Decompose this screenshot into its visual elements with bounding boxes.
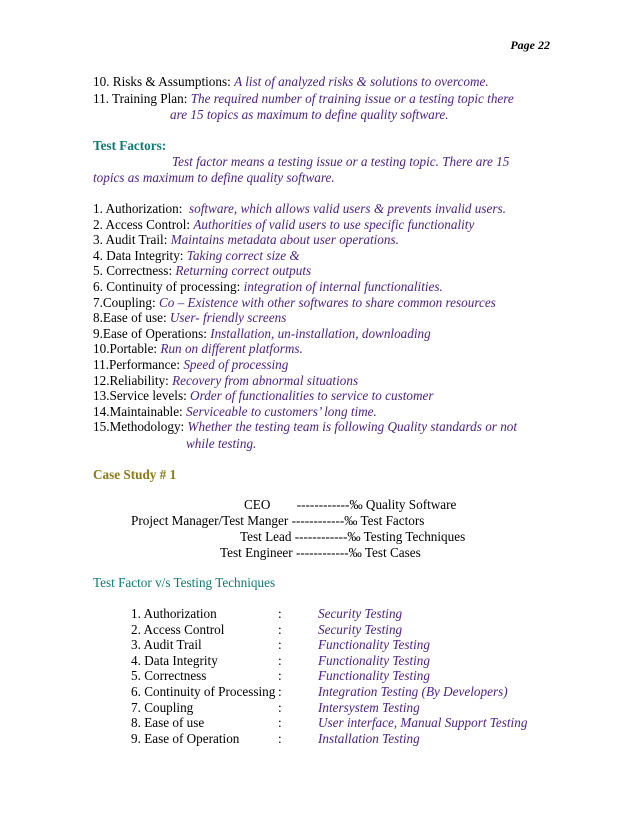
test-factors-para-2: topics as maximum to define quality software. <box>93 170 335 185</box>
factor-label: 15.Methodology: <box>93 419 188 435</box>
technique-row <box>131 668 430 683</box>
factor-line <box>93 263 311 278</box>
factor-name: 9. Ease of Operation <box>131 730 240 746</box>
separator: : <box>278 652 282 668</box>
separator: : <box>278 606 282 621</box>
training-label: 11. Training Plan: <box>93 91 191 106</box>
technique-name: Intersystem Testing <box>318 699 420 715</box>
technique-row <box>131 606 402 621</box>
technique-name: Security Testing <box>318 606 403 621</box>
factor-desc: Speed of processing <box>183 357 289 372</box>
technique-row <box>131 731 420 746</box>
technique-name: Functionality Testing <box>318 652 430 668</box>
technique-name: Security Testing <box>318 621 403 637</box>
technique-name: Functionality Testing <box>318 668 430 684</box>
separator: : <box>278 699 282 715</box>
case-study-heading: Case Study # 1 <box>93 467 177 482</box>
factor-desc: integration of internal functionalities. <box>243 279 443 294</box>
training-line <box>93 91 514 106</box>
mapping-engineer: Test Engineer ------------‰ Test Cases <box>220 545 421 560</box>
separator: : <box>278 621 282 637</box>
factor-name: 2. Access Control <box>131 621 225 637</box>
technique-row <box>131 715 527 730</box>
factor-label: 14.Maintainable: <box>93 403 187 419</box>
factor-desc: Whether the testing team is following Quality standards or not <box>187 419 518 435</box>
factor-line <box>93 419 517 434</box>
separator: : <box>278 637 282 653</box>
factor-line <box>93 341 303 356</box>
risks-desc: A list of analyzed risks & solutions to overcome. <box>234 74 489 89</box>
separator: : <box>278 730 282 746</box>
factor-label: 3. Audit Trail: <box>93 232 171 248</box>
factor-label: 7.Coupling: <box>93 294 159 310</box>
factor-desc: Recovery from abnormal situations <box>172 372 359 388</box>
mapping-lead: Test Lead ------------‰ Testing Techniques <box>240 529 466 544</box>
separator: : <box>278 715 282 731</box>
factor-name: 6. Continuity of Processing <box>131 684 276 699</box>
factor-label: 5. Correctness: <box>93 263 176 279</box>
factor-line <box>93 326 431 341</box>
training-desc: The required number of training issue or a testing topic there <box>190 91 514 106</box>
factor-desc: Maintains metadata about user operations. <box>170 232 399 248</box>
separator: : <box>278 684 282 699</box>
factor-desc: User- friendly screens <box>169 310 287 326</box>
factor-name: 3. Audit Trail <box>131 637 202 653</box>
technique-row <box>131 637 430 652</box>
factor-name: 4. Data Integrity <box>131 652 218 668</box>
factor-desc: Run on different platforms. <box>160 341 303 357</box>
mapping-ceo: CEO ------------‰ Quality Software <box>244 497 457 512</box>
factor-label: 1. Authorization: <box>93 201 189 216</box>
factor-name: 7. Coupling <box>131 699 194 715</box>
technique-name: User interface, Manual Support Testing <box>318 715 528 731</box>
factor-label: 4. Data Integrity: <box>93 247 187 263</box>
technique-row <box>131 684 508 699</box>
factor-label: 10.Portable: <box>93 341 161 357</box>
factor-desc: Taking correct size & <box>186 247 300 263</box>
factor-label: 13.Service levels: <box>93 388 191 404</box>
factor-line <box>93 388 434 403</box>
technique-name: Functionality Testing <box>318 637 430 653</box>
factor-name: 8. Ease of use <box>131 715 205 731</box>
factor-line <box>93 201 506 216</box>
technique-row <box>131 700 420 715</box>
factor-desc: Authorities of valid users to use specific functionality <box>193 216 475 232</box>
factor-desc: Serviceable to customers’ long time. <box>186 403 377 419</box>
factor-label: 9.Ease of Operations: <box>93 325 211 341</box>
factor-label: 2. Access Control: <box>93 216 194 232</box>
test-factors-para-1: Test factor means a testing issue or a testing topic. There are 15 <box>172 154 510 169</box>
factor-line <box>93 217 474 232</box>
technique-row <box>131 622 402 637</box>
factor-line <box>93 295 496 310</box>
technique-row <box>131 653 430 668</box>
factor-desc: software, which allows valid users & prevents invalid users. <box>188 201 506 216</box>
factor-line <box>93 310 286 325</box>
technique-name: Installation Testing <box>318 730 420 746</box>
page-number: Page 22 <box>510 38 550 52</box>
mapping-manager: Project Manager/Test Manger ------------‰ Test Factors <box>131 513 425 528</box>
factor-line <box>93 373 358 388</box>
factor-desc: Returning correct outputs <box>175 263 312 279</box>
factor-15-desc-cont: while testing. <box>186 436 257 451</box>
risks-line <box>93 74 489 89</box>
factor-label: 12.Reliability: <box>93 372 173 388</box>
factor-desc: Installation, un-installation, downloading <box>210 325 431 341</box>
factor-name: 1. Authorization <box>131 606 217 621</box>
techniques-heading: Test Factor v/s Testing Techniques <box>93 575 276 590</box>
test-factors-heading: Test Factors: <box>93 138 167 153</box>
factor-label: 8.Ease of use: <box>93 310 170 326</box>
factor-line <box>93 232 399 247</box>
training-desc-cont: are 15 topics as maximum to define quality software. <box>170 107 449 122</box>
factor-line <box>93 404 377 419</box>
factor-line <box>93 357 288 372</box>
separator: : <box>278 668 282 684</box>
technique-name: Integration Testing (By Developers) <box>318 684 508 699</box>
risks-label: 10. Risks & Assumptions: <box>93 74 235 89</box>
factor-desc: Order of functionalities to service to customer <box>190 388 434 404</box>
factor-line <box>93 248 300 263</box>
factor-label: 11.Performance: <box>93 357 184 372</box>
factor-line <box>93 279 443 294</box>
factor-name: 5. Correctness <box>131 668 207 684</box>
factor-label: 6. Continuity of processing: <box>93 279 244 294</box>
factor-desc: Co – Existence with other softwares to share common resources <box>158 294 496 310</box>
